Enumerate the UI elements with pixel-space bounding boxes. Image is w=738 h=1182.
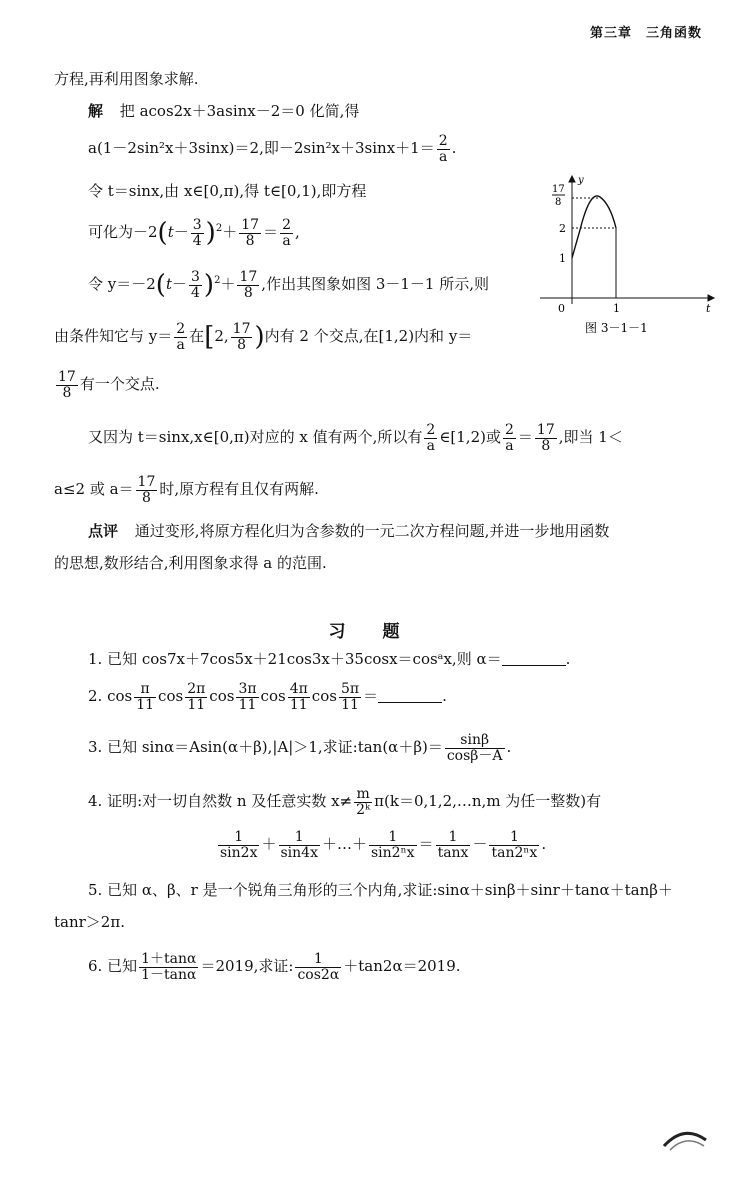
fraction: $\frac{2}{a}$ [282, 217, 291, 249]
exercise-3: 3. 已知 sinα＝Asin(α＋β),|A|＞1,求证:tan(α＋β)＝ $\frac{\sin\beta}{\cos\beta-A}$ . [88, 732, 512, 764]
y8-label: 8 [555, 197, 562, 208]
origin-label: 0 [558, 302, 565, 315]
t1-label: 1 [613, 302, 620, 315]
exercise-4: 4. 证明:对一切自然数 n 及任意实数 x≠ $\frac{m}{\text{2ᵏ}}$ π(k＝0,1,2,…n,m 为任一整数)有 [88, 786, 602, 818]
answer-blank[interactable] [378, 688, 442, 703]
solution-line-7: $\frac{17}{8}$ 有一个交点. [58, 369, 160, 401]
t-axis-arrow-icon [708, 295, 714, 301]
solution-line-6: 由条件知它与 y＝ $\frac{2}{a}$ 在[2, $\frac{17}{8}$ )内有 2 个交点,在[1,2)内和 y＝ [54, 321, 473, 353]
fraction: $\frac{17}{8}$ [241, 217, 260, 249]
y17-label: 17 [552, 184, 565, 195]
solution-line-2: a(1－2sin²x＋3sinx)＝2,即－2sin²x＋3sinx＋1＝ $\frac{2}{a}$ . [88, 133, 457, 165]
solution-text: 把 acos2x＋3asinx－2＝0 化简,得 [119, 102, 360, 120]
solution-line-9: a≤2 或 a＝ $\frac{17}{8}$ 时,原方程有且仅有两解. [54, 474, 319, 506]
solution-line-8: 又因为 t＝sinx,x∈[0,π)对应的 x 值有两个,所以有 $\frac{2}{a}$ ∈[1,2)或 $\frac{2}{a}$ ＝ $\frac{17}{8}$ ,即当 1＜ [88, 422, 623, 454]
solution-line-5: 令 y＝－2(t－ $\frac{3}{4}$ )$^2$＋ $\frac{17}{8}$ ,作出其图象如图 3－1－1 所示,则 [88, 269, 490, 301]
answer-blank[interactable] [502, 651, 566, 666]
exercise-5: 5. 已知 α、β、r 是一个锐角三角形的三个内角,求证:sinα＋sinβ＋sinr＋tanα＋tanβ＋ [88, 881, 673, 899]
exercises-title: 习 题 [328, 622, 410, 642]
solution-line-0: 方程,再利用图象求解. [54, 70, 199, 88]
t-axis-label: t [706, 302, 711, 315]
y-axis-label: y [578, 175, 584, 186]
solution-line-3: 令 t＝sinx,由 x∈[0,π),得 t∈[0,1),即方程 [88, 182, 367, 200]
review-label: 点评 [88, 522, 119, 540]
review-line-2: 的思想,数形结合,利用图象求得 a 的范围. [54, 554, 327, 572]
curve [572, 196, 616, 258]
running-header: 第三章 三角函数 [589, 26, 702, 41]
exercise-4-identity: $\frac{1}{\sin 2x}$ ＋ $\frac{1}{\sin 4x}$ ＋…＋ $\frac{1}{\text{sin2ⁿx}}$ ＝ $\frac{1}{\tan x}$ － $\frac{1}{\text{tan2ⁿx}}$ . [220, 829, 547, 861]
fraction: $\frac{2}{a}$ [438, 133, 448, 165]
figure-caption: 图 3－1－1 [585, 321, 648, 335]
exercise-6: 6. 已知 $\frac{1+\tan\alpha}{1-\tan\alpha}$ ＝2019,求证: $\frac{1}{\cos 2\alpha}$ ＋tan2α＝2019. [88, 951, 461, 983]
solution-line-4: 可化为－2(t－ $\frac{3}{4}$ )$^2$＋ $\frac{17}{8}$ ＝ $\frac{2}{a}$ , [88, 217, 300, 249]
y-axis-arrow-icon [569, 176, 575, 182]
y1-label: 1 [559, 252, 566, 265]
review-line-1: 点评 通过变形,将原方程化归为含参数的一元二次方程问题,并进一步地用函数 [88, 522, 610, 540]
y2-label: 2 [559, 222, 566, 235]
solution-line-1 [88, 104, 359, 119]
exercise-2: 2. cos $\frac{\pi}{11}$ cos $\frac{2\pi}{11}$ cos $\frac{3\pi}{11}$ cos $\frac{4\pi}{11}$ cos $\frac{5\pi}{11}$ ＝ . [88, 681, 447, 713]
fraction: $\frac{3}{4}$ [192, 217, 202, 249]
eq-text: a(1－2sin²x＋3sinx)＝2,即－2sin²x＋3sinx＋1＝ [88, 139, 435, 158]
page-curl-icon [660, 1124, 710, 1164]
figure-3-1-1 [530, 170, 720, 340]
solution-label: 解 [88, 102, 104, 120]
exercise-5-cont: tanr＞2π. [54, 913, 125, 931]
exercise-1: 1. 已知 cos7x＋7cos5x＋21cos3x＋35cosx＝cosᵃx,则 α＝ . [88, 650, 571, 668]
